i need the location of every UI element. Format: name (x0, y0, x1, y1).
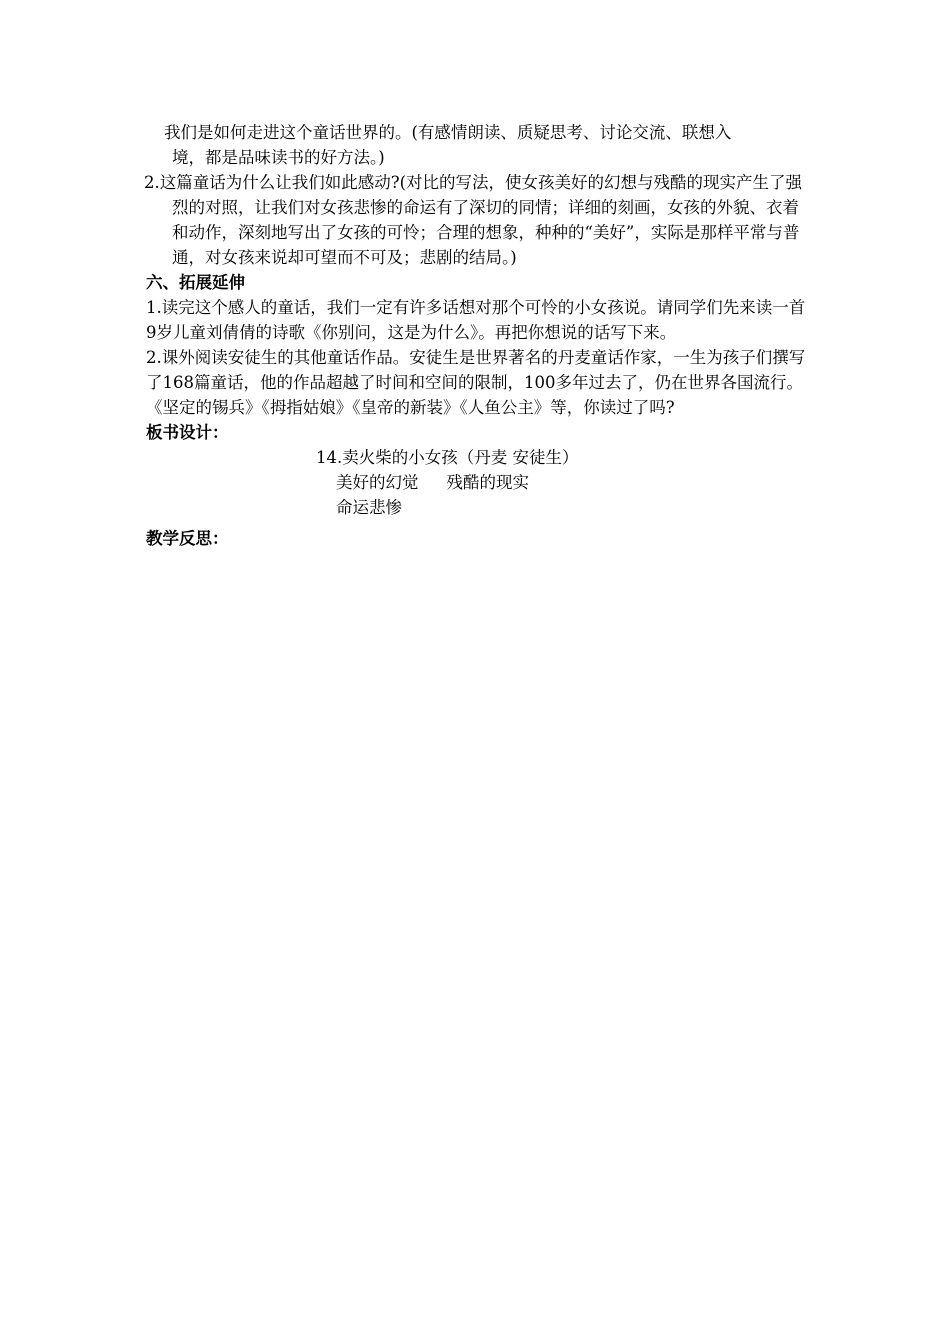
section6-item1: 1.读完这个感人的童话，我们一定有许多话想对那个可怜的小女孩说。请同学们先来读一首9岁儿童刘倩倩的诗歌《你别问，这是为什么》。再把你想说的话写下来。 (146, 298, 806, 342)
board-bottom-text: 命运悲惨 (336, 498, 402, 517)
board-design-heading: 板书设计： (146, 423, 229, 442)
board-title: 14.卖火柴的小女孩（丹麦 安徒生） (316, 448, 579, 467)
reflection-heading: 教学反思： (146, 529, 229, 548)
board-left-text: 美好的幻觉 (336, 473, 419, 492)
section6-item2: 2.课外阅读安徒生的其他童话作品。安徒生是世界著名的丹麦童话作家，一生为孩子们撰写了168篇童话，他的作品超越了时间和空间的限制，100多年过去了，仍在世界各国流行。《坚定的锡兵》《拇指姑娘》《皇帝的新装》《人鱼公主》等，你读过了吗? (146, 348, 806, 417)
item1-cont-line2: 境，都是品味读书的好方法。) (172, 148, 385, 167)
section5-item1-continuation (146, 120, 810, 170)
section6-heading: 六、拓展延伸 (146, 273, 245, 292)
board-right-text: 残酷的现实 (446, 473, 529, 492)
board-design (146, 445, 810, 520)
item1-cont-line1: 我们是如何走进这个童话世界的。(有感情朗读、质疑思考、讨论交流、联想入 (164, 123, 732, 142)
section5-item2: 2.这篇童话为什么让我们如此感动?(对比的写法，使女孩美好的幻想与残酷的现实产生了强烈的对照，让我们对女孩悲惨的命运有了深切的同情；详细的刻画，女孩的外貌、衣着和动作，深刻地写出了女孩的可怜；合理的想象，种种的“美好”，实际是那样平常与普通，对女孩来说却可望而不可及；悲剧的结局。) (144, 173, 803, 267)
document-body (146, 120, 810, 551)
board-contrast-row (316, 470, 810, 495)
